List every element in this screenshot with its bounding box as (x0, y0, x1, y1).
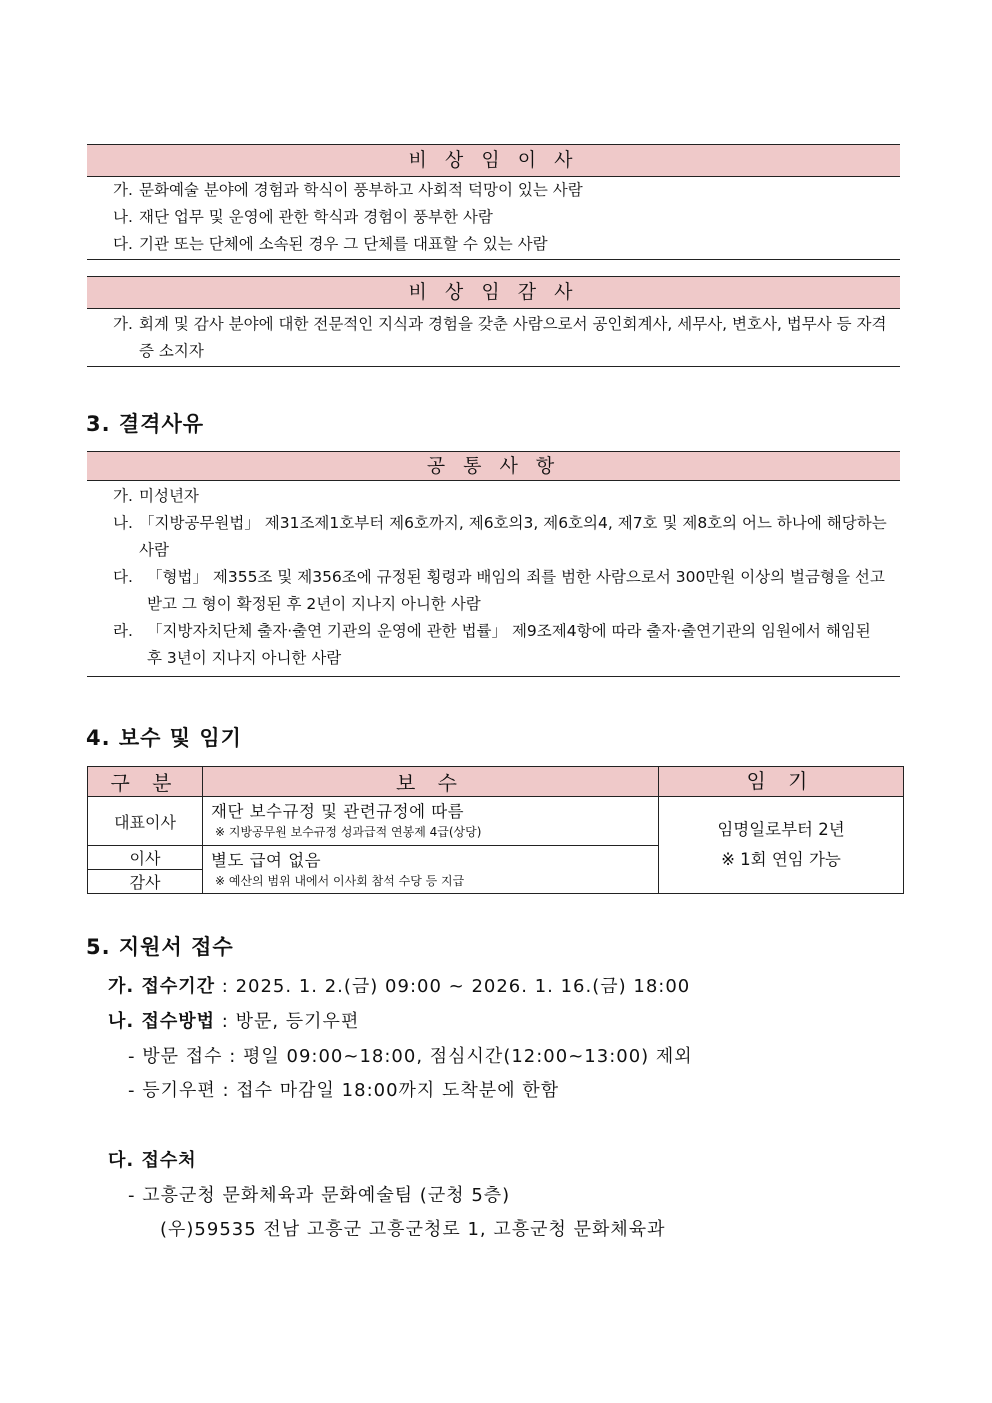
list-item: 가. 문화예술 분야에 경험과 학식이 풍부하고 사회적 덕망이 있는 사람 (113, 181, 583, 199)
term-main: 임명일로부터 2년 (717, 820, 845, 839)
pay-term-table (87, 766, 904, 894)
section4-title: 4. 보수 및 임기 (86, 726, 242, 750)
table-header-row (88, 767, 904, 797)
section3-title: 3. 결격사유 (86, 412, 205, 436)
others-pay-cell (203, 846, 659, 894)
board-items (87, 177, 900, 259)
board-heading: 비 상 임 이 사 (87, 144, 900, 177)
place-label: 다. 접수처 (108, 1150, 197, 1171)
disqualification-box (87, 451, 900, 677)
header-category: 구 분 (88, 767, 203, 797)
auditor-items (87, 309, 900, 366)
disqualification-items (87, 481, 900, 676)
list-item: 나. 재단 업무 및 운영에 관한 학식과 경험이 풍부한 사람 (113, 208, 493, 226)
header-term: 임 기 (659, 767, 904, 797)
period-label: 가. 접수기간 (108, 976, 216, 997)
ceo-pay-note: ※ 지방공무원 보수규정 성과급적 연봉제 4급(상당) (215, 825, 482, 839)
row-label-auditor: 감사 (88, 870, 203, 894)
method-item-mail: - 등기우편 : 접수 마감일 18:00까지 도착분에 한함 (128, 1080, 560, 1101)
period-value: : 2025. 1. 2.(금) 09:00 ~ 2026. 1. 16.(금) 18:00 (221, 976, 691, 997)
others-pay-main: 별도 급여 없음 (211, 850, 322, 870)
others-pay-note: ※ 예산의 범위 내에서 이사회 참석 수당 등 지급 (215, 873, 465, 888)
list-item: 라. 「지방자치단체 출자·출연 기관의 운영에 관한 법률」 제9조제4항에 따라 출자·출연기관의 임원에서 해임된 후 3년이 지나지 아니한 사람 (113, 622, 871, 667)
ceo-pay-main: 재단 보수규정 및 관련규정에 따름 (211, 802, 465, 821)
common-heading: 공 통 사 항 (87, 451, 900, 481)
list-item: 나. 「지방공무원법」 제31조제1호부터 제6호까지, 제6호의3, 제6호의4, 제7호 및 제8호의 어느 하나에 해당하는 사람 (113, 514, 887, 559)
method-label: 나. 접수방법 (108, 1011, 216, 1032)
auditor-qualifications-box (87, 276, 900, 367)
term-note: ※ 1회 연임 가능 (721, 850, 841, 869)
list-item: 가. 회계 및 감사 분야에 대한 전문적인 지식과 경험을 갖춘 사람으로서 공인회계사, 세무사, 변호사, 법무사 등 자격증 소지자 (113, 315, 887, 360)
row-label-ceo: 대표이사 (88, 797, 203, 846)
method-value: : 방문, 등기우편 (221, 1011, 360, 1032)
header-pay: 보 수 (203, 767, 659, 797)
term-cell (659, 797, 904, 894)
method-item-visit: - 방문 접수 : 평일 09:00~18:00, 점심시간(12:00~13:00) 제외 (128, 1046, 693, 1067)
list-item: 가. 미성년자 (113, 487, 199, 505)
list-item: 다. 「형법」 제355조 및 제356조에 규정된 횡령과 배임의 죄를 범한 사람으로서 300만원 이상의 벌금형을 선고받고 그 형이 확정된 후 2년이 지나지 아니한 사람 (113, 568, 885, 613)
table-row (88, 797, 904, 846)
section5-title: 5. 지원서 접수 (86, 935, 234, 959)
auditor-heading: 비 상 임 감 사 (87, 276, 900, 309)
ceo-pay-cell (203, 797, 659, 846)
method-line (108, 1007, 359, 1033)
place-line-1: - 고흥군청 문화체육과 문화예술팀 (군청 5층) (128, 1185, 511, 1206)
period-line (108, 972, 690, 998)
place-line-2: (우)59535 전남 고흥군 고흥군청로 1, 고흥군청 문화체육과 (160, 1219, 666, 1240)
row-label-director: 이사 (88, 846, 203, 870)
list-item: 다. 기관 또는 단체에 소속된 경우 그 단체를 대표할 수 있는 사람 (113, 235, 548, 253)
board-qualifications-box (87, 144, 900, 260)
